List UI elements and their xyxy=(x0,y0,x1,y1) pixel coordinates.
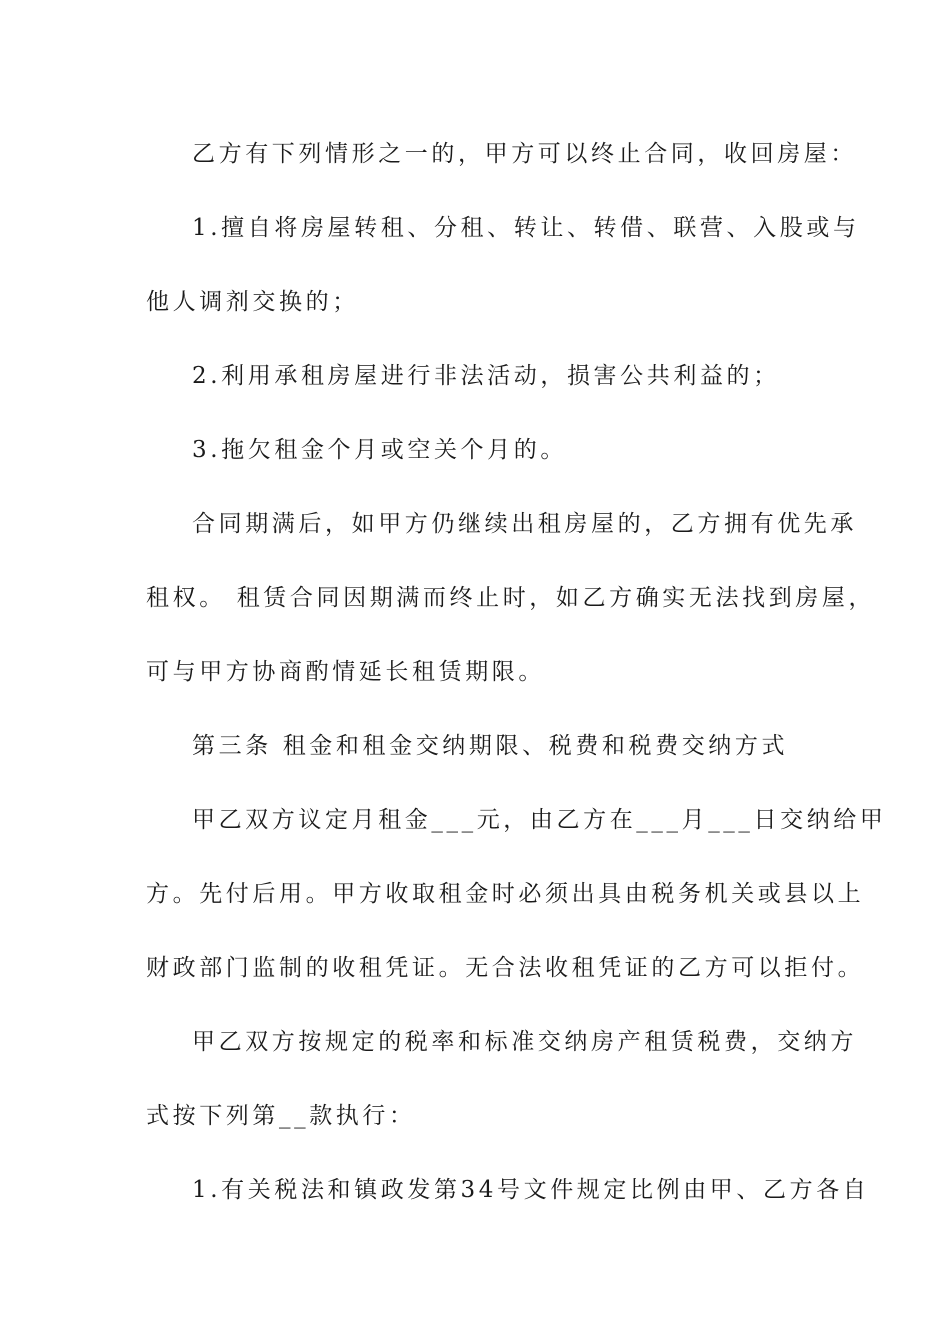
paragraph-renewal-line-1: 合同期满后，如甲方仍继续出租房屋的，乙方拥有优先承 xyxy=(192,511,857,537)
paragraph-rent-line-1: 甲乙双方议定月租金___元，由乙方在___月___日交纳给甲 xyxy=(192,807,887,833)
paragraph-renewal-line-2: 租权。 租赁合同因期满而终止时，如乙方确实无法找到房屋， xyxy=(146,585,876,611)
paragraph-rent-line-2: 方。先付后用。甲方收取租金时必须出具由税务机关或县以上 xyxy=(146,881,865,907)
paragraph-tax-line-1: 甲乙双方按规定的税率和标准交纳房产租赁税费，交纳方 xyxy=(192,1029,857,1055)
clause-3: 3.拖欠租金个月或空关个月的。 xyxy=(192,437,567,463)
tax-clause-1: 1.有关税法和镇政发第34号文件规定比例由甲、乙方各自 xyxy=(192,1177,870,1203)
clause-1-line-2: 他人调剂交换的； xyxy=(146,289,359,315)
paragraph-termination-intro: 乙方有下列情形之一的，甲方可以终止合同，收回房屋： xyxy=(192,141,857,167)
paragraph-tax-line-2: 式按下列第__款执行： xyxy=(146,1103,416,1129)
paragraph-renewal-line-3: 可与甲方协商酌情延长租赁期限。 xyxy=(146,659,545,685)
paragraph-rent-line-3: 财政部门监制的收租凭证。无合法收租凭证的乙方可以拒付。 xyxy=(146,955,865,981)
article-3-heading: 第三条 租金和租金交纳期限、税费和税费交纳方式 xyxy=(192,733,789,759)
clause-2: 2.利用承租房屋进行非法活动，损害公共利益的； xyxy=(192,363,780,389)
clause-1-line-1: 1.擅自将房屋转租、分租、转让、转借、联营、入股或与 xyxy=(192,215,860,241)
